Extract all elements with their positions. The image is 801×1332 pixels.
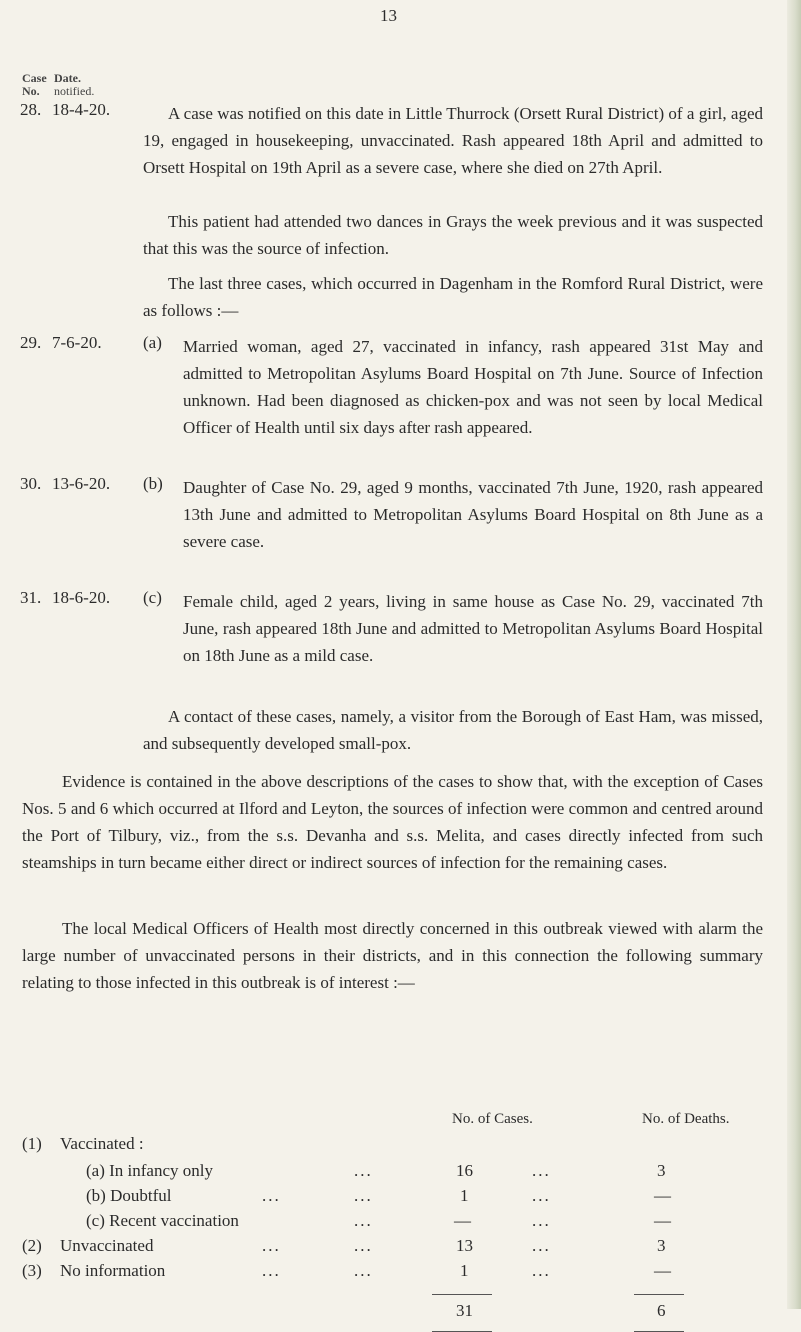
cases-value: 13 xyxy=(456,1236,473,1255)
cases-value: — xyxy=(454,1211,471,1230)
case-text: A case was notified on this date in Little Thurrock (Orsett Rural District) of a girl, aged 19, engaged in housekeeping, unvaccinated. Rash appeared 18th April and admitted to Orsett Hospital on 19th April as a severe case, where she died on 27th April. xyxy=(143,104,763,177)
col-header-deaths: No. of Deaths. xyxy=(642,1111,730,1127)
deaths-value: — xyxy=(654,1211,671,1230)
case-date: 7-6-20. xyxy=(52,333,102,352)
cases-value: 16 xyxy=(456,1161,473,1180)
case-sub-c xyxy=(143,588,763,669)
deaths-value: — xyxy=(654,1186,671,1205)
page-edge xyxy=(787,0,801,1309)
leader-dots: ... xyxy=(354,1161,373,1180)
cases-value: 1 xyxy=(460,1261,469,1280)
case-text: Married woman, aged 27, vaccinated in infancy, rash appeared 31st May and admitted to Metropolitan Asylums Board Hospital on 7th June. Source of Infection unknown. Had been diagnosed as chicken-pox and was not seen by local Medical Officer of Health until six days after rash appeared. xyxy=(183,337,763,437)
row-label: Unvaccinated xyxy=(60,1236,154,1255)
cases-value: 1 xyxy=(460,1186,469,1205)
total-deaths: 6 xyxy=(657,1301,666,1320)
leader-dots: ... xyxy=(354,1186,373,1205)
row-label: (b) Doubtful xyxy=(86,1186,172,1205)
row-label: Vaccinated : xyxy=(60,1134,144,1153)
paragraph-local-officers: The local Medical Officers of Health most directly concerned in this outbreak viewed with alarm the large number of unvaccinated persons in their districts, and in this connection the following summary relating to those infected in this outbreak is of interest :— xyxy=(22,919,763,992)
case-sub-a xyxy=(143,333,763,441)
leader-dots: ... xyxy=(532,1161,551,1180)
total-rule-cases xyxy=(432,1294,492,1295)
row-number: (1) xyxy=(22,1134,42,1153)
total-rule-deaths xyxy=(634,1294,684,1295)
sub-label: (b) xyxy=(143,474,163,493)
case-date: 18-6-20. xyxy=(52,588,111,607)
leader-dots: ... xyxy=(532,1211,551,1230)
case-number: 28. xyxy=(20,100,42,119)
deaths-value: — xyxy=(654,1261,671,1280)
case-text: Daughter of Case No. 29, aged 9 months, vaccinated 7th June, 1920, rash appeared 13th June and admitted to Metropolitan Asylums Board Hospital on 8th June as a severe case. xyxy=(183,478,763,551)
leader-dots: ... xyxy=(532,1261,551,1280)
case-date: 18-4-20. xyxy=(52,100,111,119)
header-case: Case xyxy=(22,71,47,85)
paragraph-last-three: The last three cases, which occurred in Dagenham in the Romford Rural District, were as follows :— xyxy=(143,274,763,320)
header-no: No. xyxy=(22,84,40,98)
header-notified: notified. xyxy=(54,84,95,98)
row-label: (c) Recent vaccination xyxy=(86,1211,239,1230)
case-number: 29. xyxy=(20,333,42,352)
row-number: (3) xyxy=(22,1261,42,1280)
total-cases: 31 xyxy=(456,1301,473,1320)
row-label: No information xyxy=(60,1261,166,1280)
case-sub-b xyxy=(143,474,763,555)
paragraph-evidence: Evidence is contained in the above descriptions of the cases to show that, with the exception of Cases Nos. 5 and 6 which occurred at Ilford and Leyton, the sources of infection were common and centred around the Port of Tilbury, viz., from the s.s. Devanha and s.s. Melita, and cases directly infected from such steamships in turn became either direct or indirect sources of infection for the remaining cases. xyxy=(22,772,763,872)
table-row xyxy=(22,1236,782,1260)
row-number: (2) xyxy=(22,1236,42,1255)
paragraph-contact: A contact of these cases, namely, a visitor from the Borough of East Ham, was missed, and subsequently developed small-pox. xyxy=(143,707,763,753)
leader-dots: ... xyxy=(354,1211,373,1230)
row-label: (a) In infancy only xyxy=(86,1161,213,1180)
page-number: 13 xyxy=(380,6,397,25)
table-row xyxy=(22,1161,782,1185)
table-row xyxy=(22,1134,782,1158)
deaths-value: 3 xyxy=(657,1236,666,1255)
leader-dots: ... xyxy=(262,1186,281,1205)
case-number: 30. xyxy=(20,474,42,493)
sub-label: (a) xyxy=(143,333,162,352)
paragraph-dances: This patient had attended two dances in Grays the week previous and it was suspected that this was the source of infection. xyxy=(143,212,763,258)
leader-dots: ... xyxy=(262,1236,281,1255)
leader-dots: ... xyxy=(354,1236,373,1255)
case-date: 13-6-20. xyxy=(52,474,111,493)
sub-label: (c) xyxy=(143,588,162,607)
total-row xyxy=(22,1301,782,1325)
leader-dots: ... xyxy=(354,1261,373,1280)
table-row xyxy=(22,1261,782,1285)
deaths-value: 3 xyxy=(657,1161,666,1180)
table-row xyxy=(22,1186,782,1210)
case-text: Female child, aged 2 years, living in same house as Case No. 29, vaccinated 7th June, rash appeared 18th June and admitted to Metropolitan Asylums Board Hospital on 18th June as a mild case. xyxy=(183,592,763,665)
case-number: 31. xyxy=(20,588,42,607)
leader-dots: ... xyxy=(262,1261,281,1280)
leader-dots: ... xyxy=(532,1236,551,1255)
leader-dots: ... xyxy=(532,1186,551,1205)
table-row xyxy=(22,1211,782,1235)
header-date: Date. xyxy=(54,71,81,85)
col-header-cases: No. of Cases. xyxy=(452,1111,533,1127)
